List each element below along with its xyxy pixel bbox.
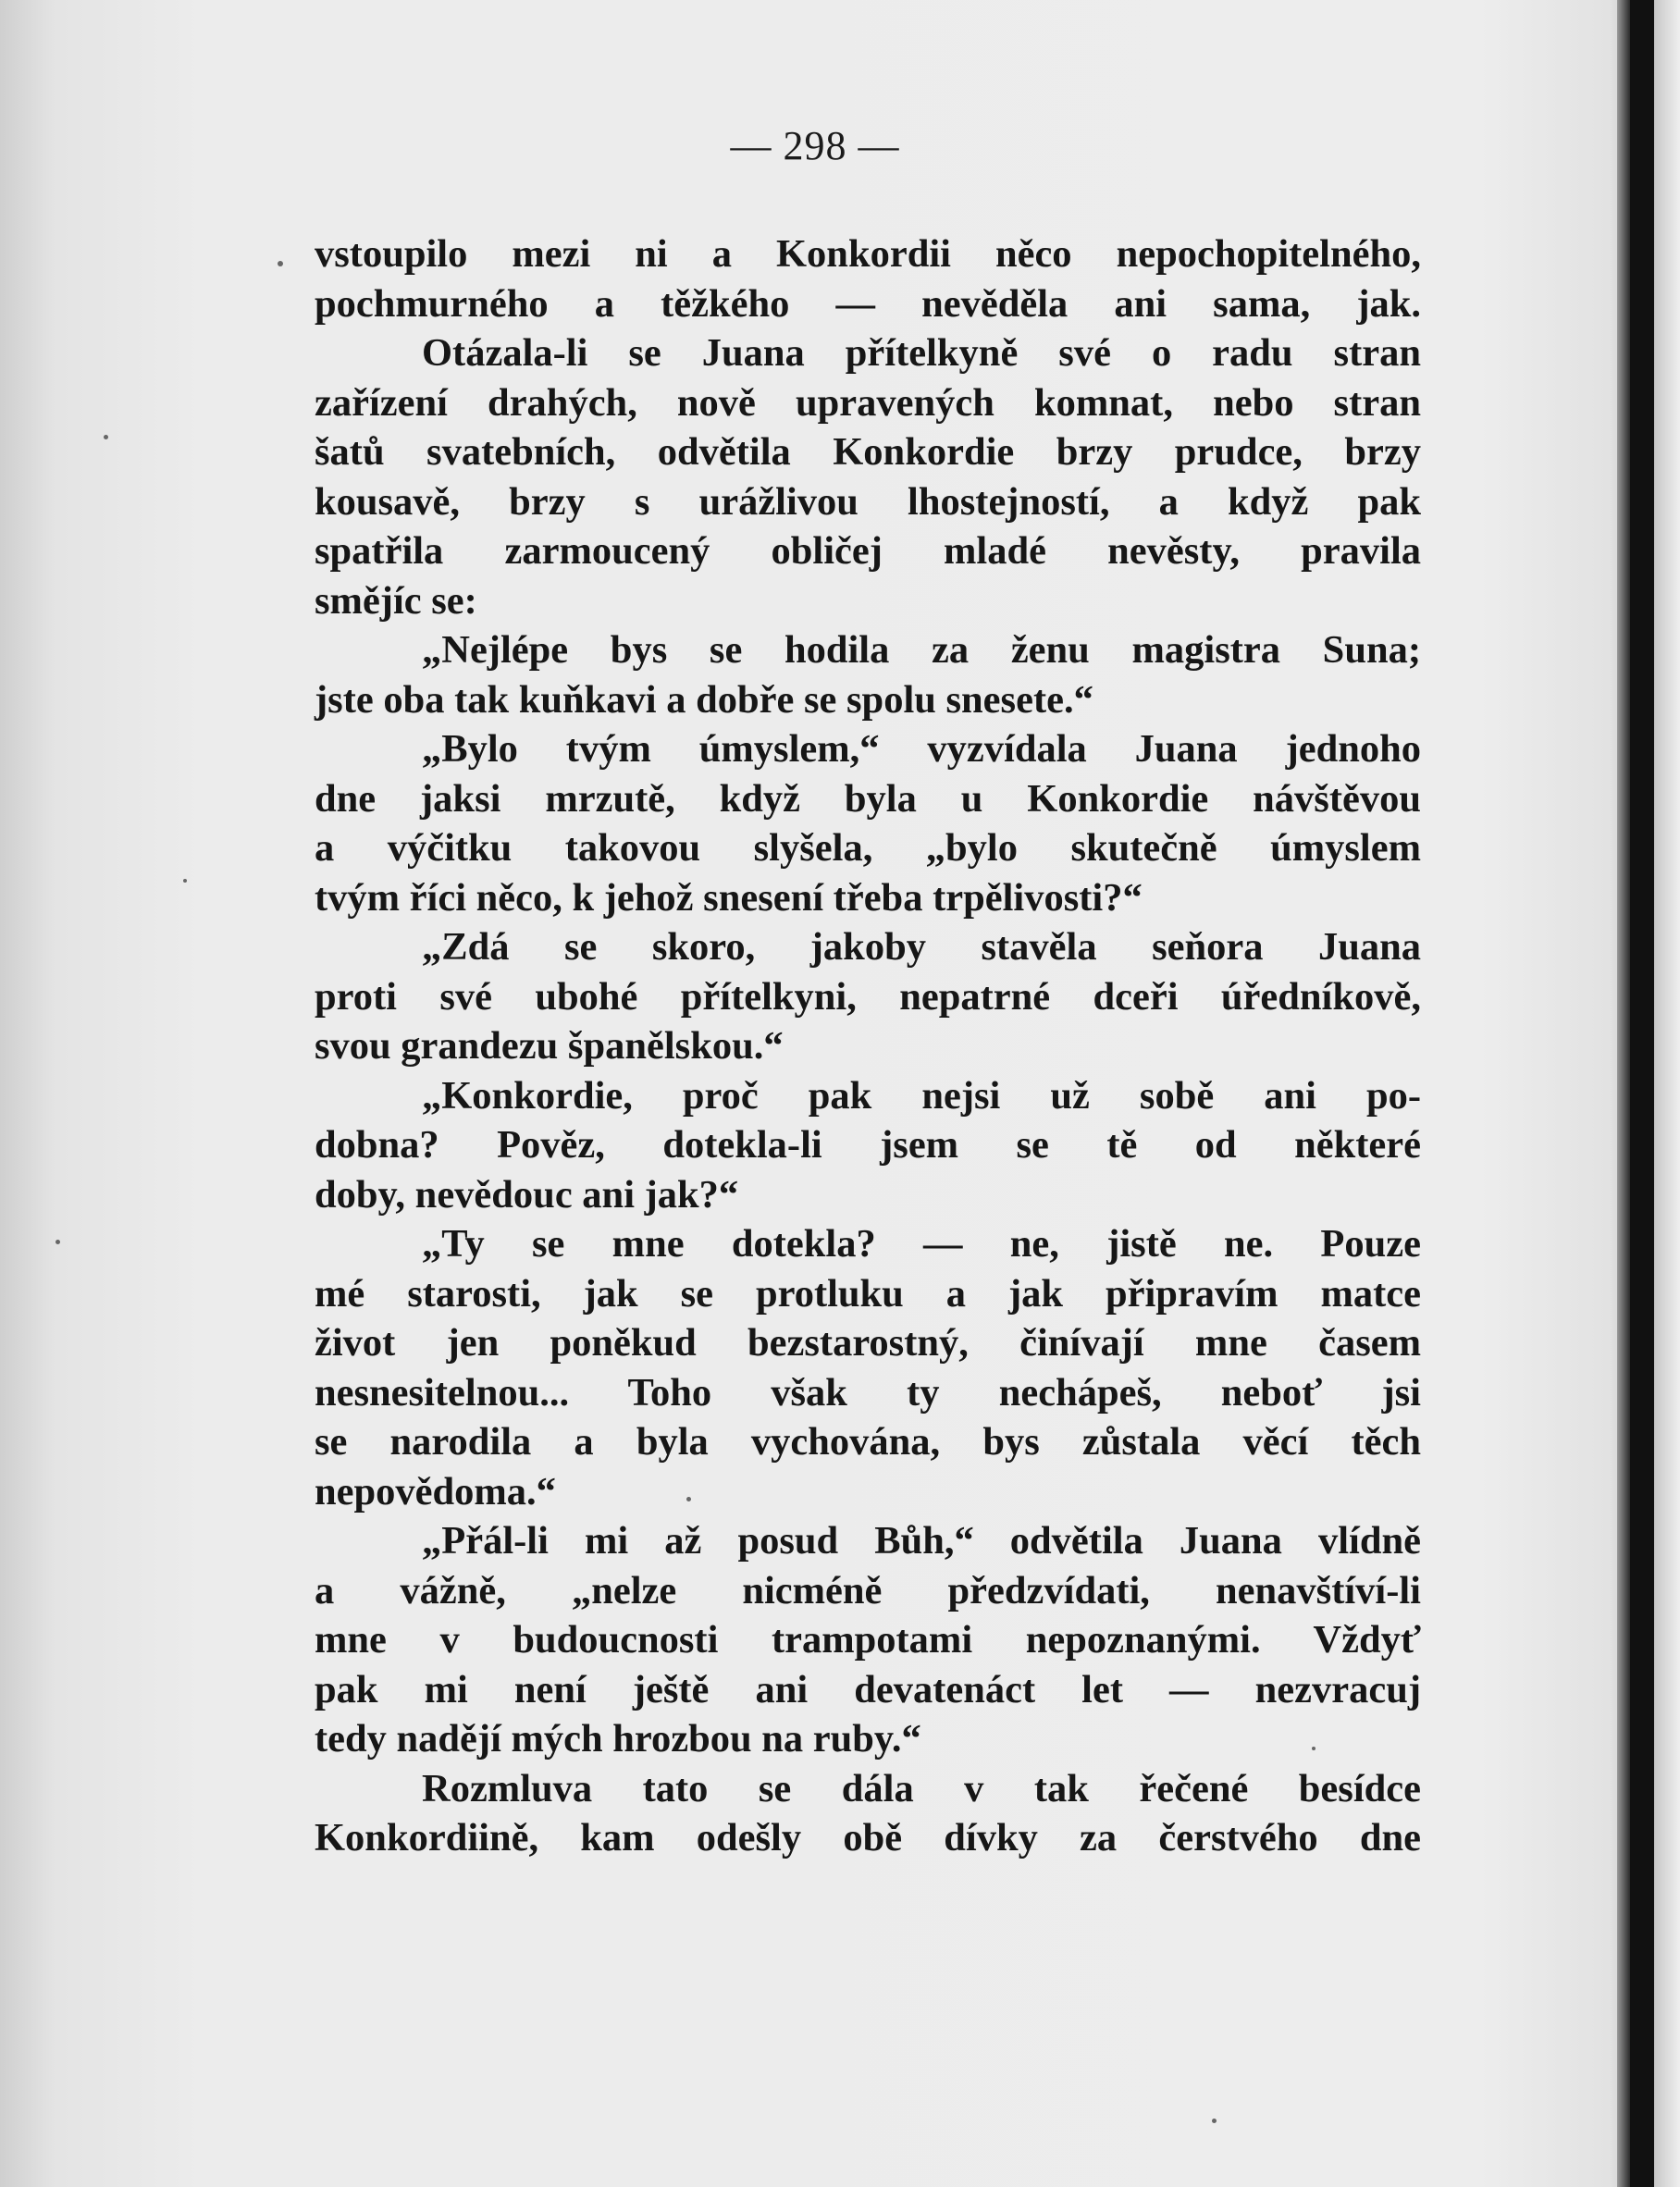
- text-line: spatřila zarmoucený obličej mladé nevěsty, pravila: [315, 529, 1421, 573]
- text-line: „Přál-li mi až posud Bůh,“ odvětila Juana vlídně: [422, 1519, 1421, 1563]
- binding-shadow: [1617, 0, 1630, 2187]
- text-line: se narodila a byla vychována, bys zůstala věcí těch: [315, 1420, 1421, 1464]
- text-line: smějíc se:: [315, 578, 477, 623]
- text-line: vstoupilo mezi ni a Konkordii něco nepochopitelného,: [315, 232, 1421, 276]
- text-line: jste oba tak kuňkavi a dobře se spolu snesete.“: [315, 677, 1093, 722]
- ink-speck: [1212, 2119, 1217, 2123]
- ink-speck: [56, 1240, 60, 1244]
- text-line: život jen poněkud bezstarostný, činívají mne časem: [315, 1321, 1421, 1365]
- text-line: kousavě, brzy s urážlivou lhostejností, a když pak: [315, 479, 1421, 524]
- ink-speck: [183, 879, 187, 883]
- text-line: „Bylo tvým úmyslem,“ vyzvídala Juana jednoho: [422, 727, 1421, 771]
- text-line: doby, nevědouc ani jak?“: [315, 1172, 739, 1217]
- text-line: šatů svatebních, odvětila Konkordie brzy prudce, brzy: [315, 430, 1421, 474]
- text-line: zařízení drahých, nově upravených komnat, nebo stran: [315, 380, 1421, 425]
- ink-speck: [686, 1497, 691, 1501]
- text-line: „Nejlépe bys se hodila za ženu magistra Suna;: [422, 628, 1421, 672]
- text-line: Rozmluva tato se dála v tak řečené besídce: [422, 1766, 1421, 1810]
- ink-speck: [1312, 1747, 1316, 1750]
- text-line: a výčitku takovou slyšela, „bylo skutečně úmyslem: [315, 826, 1421, 870]
- text-line: tedy nadějí mých hrozbou na ruby.“: [315, 1717, 921, 1761]
- text-line: dne jaksi mrzutě, když byla u Konkordie návštěvou: [315, 776, 1421, 821]
- text-line: „Konkordie, proč pak nejsi už sobě ani po-: [422, 1073, 1421, 1118]
- adjacent-page-strip: [1654, 0, 1680, 2187]
- text-line: mne v budoucnosti trampotami nepoznanými. Vždyť: [315, 1618, 1421, 1662]
- page-edge: [1630, 0, 1654, 2187]
- text-line: „Zdá se skoro, jakoby stavěla seňora Juana: [422, 925, 1421, 969]
- text-line: proti své ubohé přítelkyni, nepatrné dceři úředníkově,: [315, 974, 1421, 1019]
- text-line: dobna? Pověz, dotekla-li jsem se tě od některé: [315, 1123, 1421, 1167]
- text-line: svou grandezu španělskou.“: [315, 1024, 784, 1068]
- ink-speck: [104, 435, 108, 439]
- text-line: tvým říci něco, k jehož snesení třeba trpělivosti?“: [315, 875, 1143, 920]
- text-line: pak mi není ještě ani devatenáct let — nezvracuj: [315, 1667, 1421, 1711]
- page-number: — 298 —: [730, 123, 900, 168]
- text-line: nesnesitelnou... Toho však ty nechápeš, neboť jsi: [315, 1370, 1421, 1415]
- text-line: „Ty se mne dotekla? — ne, jistě ne. Pouze: [422, 1222, 1421, 1266]
- text-line: Konkordiině, kam odešly obě dívky za čerstvého dne: [315, 1816, 1421, 1860]
- text-line: a vážně, „nelze nicméně předzvídati, nenavštíví-li: [315, 1568, 1421, 1612]
- text-line: mé starosti, jak se protluku a jak připravím matce: [315, 1271, 1421, 1316]
- text-line: pochmurného a těžkého — nevěděla ani sama, jak.: [315, 281, 1421, 326]
- ink-speck: [278, 261, 283, 266]
- text-line: nepovědoma.“: [315, 1469, 556, 1514]
- text-line: Otázala-li se Juana přítelkyně své o radu stran: [422, 331, 1421, 375]
- body-text: [315, 229, 1421, 1863]
